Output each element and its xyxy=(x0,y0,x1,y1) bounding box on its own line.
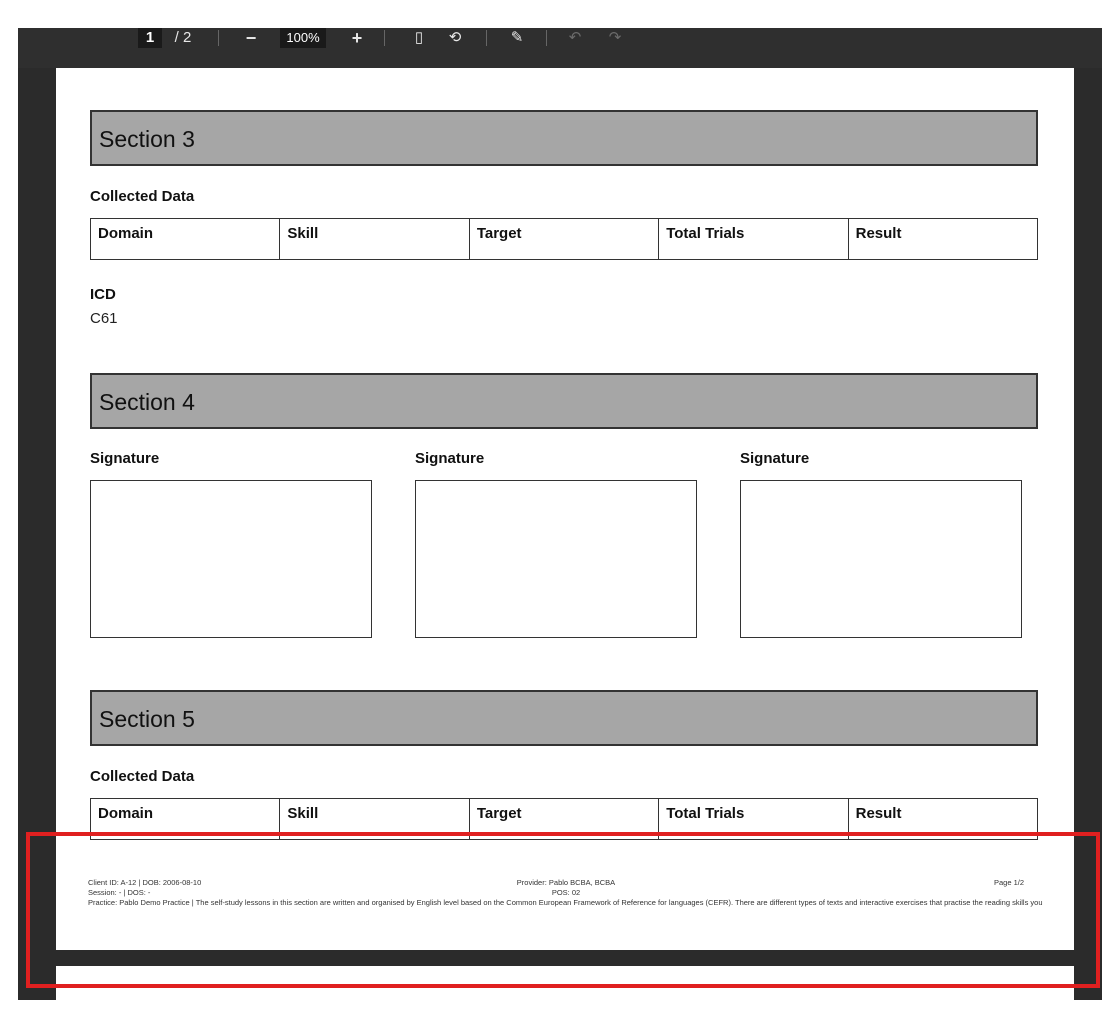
column-header-result: Result xyxy=(855,225,902,242)
signature-box-2[interactable] xyxy=(415,480,697,638)
signature-label-1: Signature xyxy=(90,450,160,467)
pdf-toolbar xyxy=(18,28,1102,68)
signature-box-3[interactable] xyxy=(740,480,1022,638)
column-header-domain: Domain xyxy=(91,219,280,259)
fit-page-icon[interactable]: ▯ xyxy=(414,29,424,46)
toolbar-divider xyxy=(218,30,219,46)
section-4-header: Section 4 xyxy=(90,373,1038,429)
column-header-total-trials: Total Trials xyxy=(659,219,848,259)
icd-value: C61 xyxy=(90,310,118,327)
collected-data-table xyxy=(90,218,1038,260)
toolbar-divider xyxy=(486,30,487,46)
collected-data-label: Collected Data xyxy=(90,188,195,205)
footer-pos-info: POS: 02 xyxy=(551,888,581,897)
collected-data-table xyxy=(90,798,1038,840)
section-3-header: Section 3 xyxy=(90,110,1038,166)
column-header-result: Result xyxy=(855,805,902,822)
page-total-label: / 2 xyxy=(174,29,192,46)
signature-label-2: Signature xyxy=(415,450,485,467)
column-header-domain: Domain xyxy=(91,799,280,839)
column-header-total-trials: Total Trials xyxy=(659,799,848,839)
footer-page-number: Page 1/2 xyxy=(993,878,1024,887)
undo-icon[interactable]: ↶ xyxy=(568,29,582,46)
pdf-viewer xyxy=(18,28,1102,1000)
toolbar-divider xyxy=(546,30,547,46)
draw-icon[interactable]: ✎ xyxy=(510,29,524,46)
rotate-icon[interactable]: ⟲ xyxy=(448,29,462,46)
column-header-target: Target xyxy=(470,799,659,839)
zoom-level-input[interactable]: 100% xyxy=(280,28,326,48)
zoom-out-button[interactable]: − xyxy=(245,28,257,48)
pdf-page-1 xyxy=(56,68,1074,950)
column-header-skill: Skill xyxy=(280,219,469,259)
page-number-input[interactable]: 1 xyxy=(138,28,162,48)
footer-practice-info: Practice: Pablo Demo Practice | The self-study lessons in this section are written and organised by English level based on the Common European Framework of Reference for languages (CEFR). There are different types of texts and interactive exercises that practise the reading skills you xyxy=(88,898,1043,907)
footer-client-info: Client ID: A-12 | DOB: 2006-08-10 xyxy=(88,878,202,887)
signature-box-1[interactable] xyxy=(90,480,372,638)
column-header-target: Target xyxy=(470,219,659,259)
signature-label-3: Signature xyxy=(740,450,810,467)
pdf-page-2 xyxy=(56,966,1074,1000)
redo-icon[interactable]: ↷ xyxy=(608,29,622,46)
collected-data-label: Collected Data xyxy=(90,768,195,785)
footer-provider-info: Provider: Pablo BCBA, BCBA xyxy=(516,878,616,887)
column-header-skill: Skill xyxy=(280,799,469,839)
zoom-in-button[interactable]: + xyxy=(351,28,363,48)
footer-session-info: Session: - | DOS: - xyxy=(88,888,151,897)
toolbar-divider xyxy=(384,30,385,46)
section-5-header: Section 5 xyxy=(90,690,1038,746)
icd-label: ICD xyxy=(90,286,116,303)
